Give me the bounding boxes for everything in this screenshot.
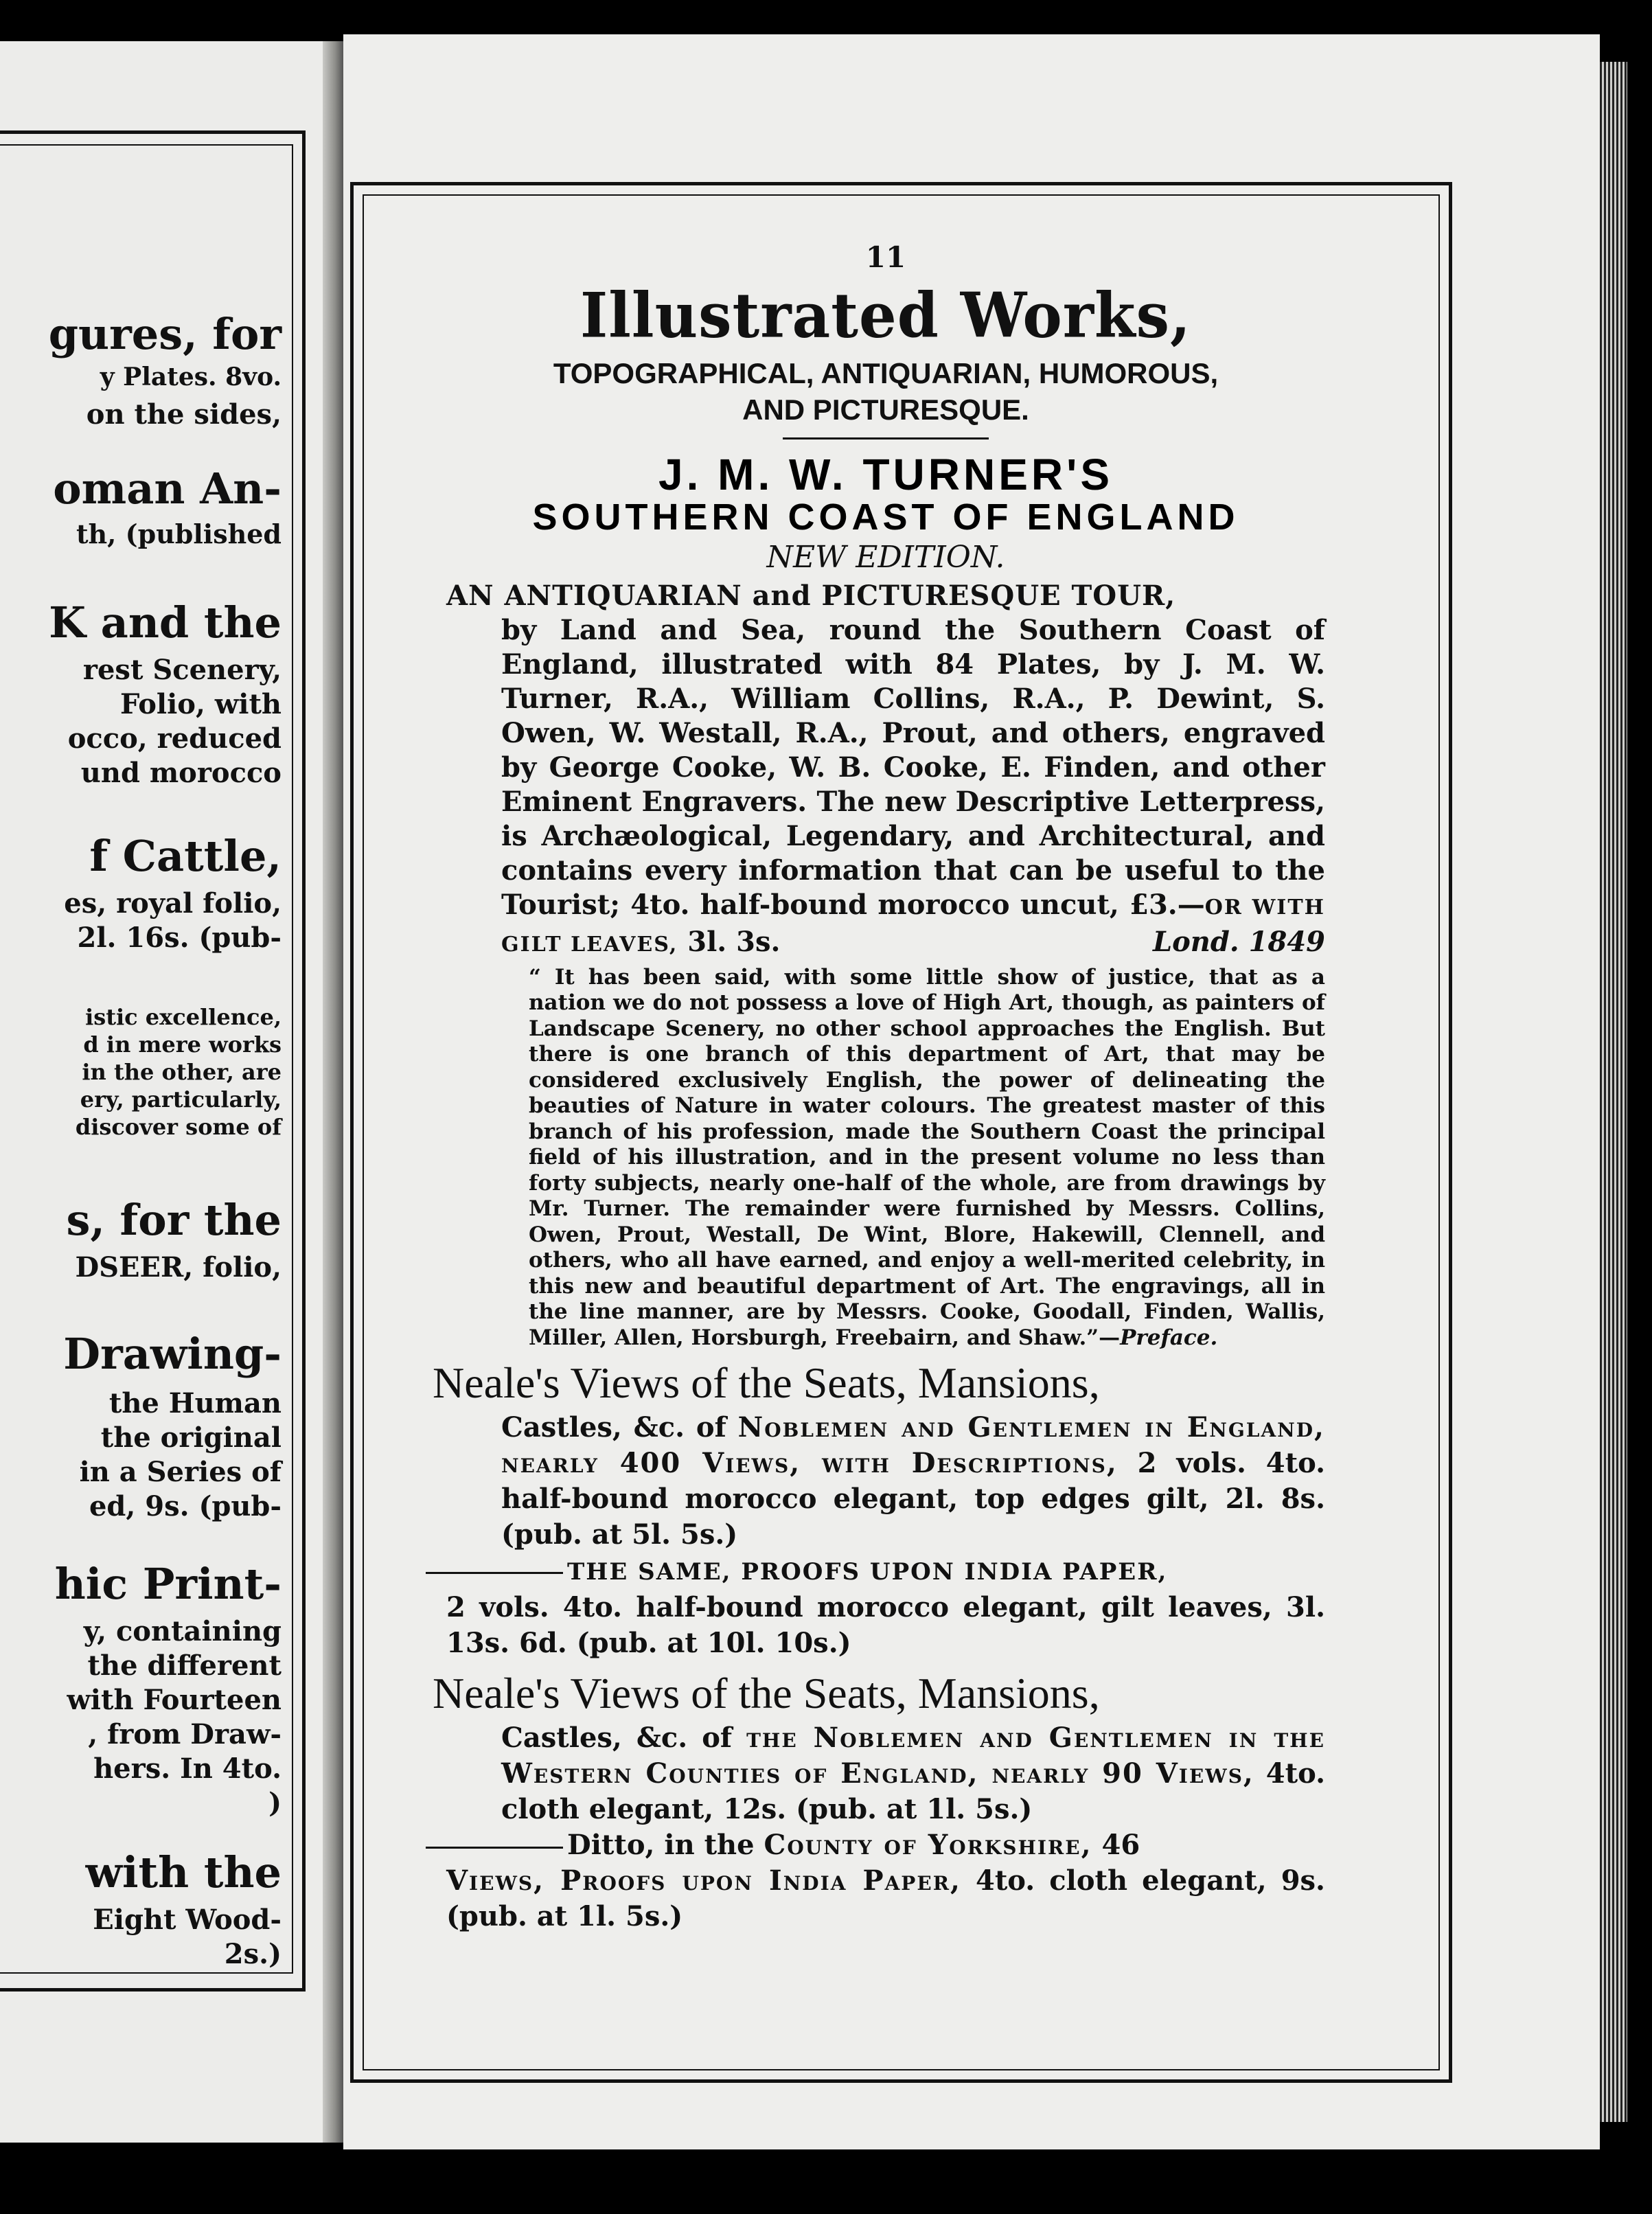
same-proofs-label: THE SAME, PROOFS UPON INDIA PAPER,	[567, 1558, 1168, 1586]
turner-body: by Land and Sea, round the Southern Coast of England, illustrated with 84 Plates, by J. M. W. Turner, R.A., William Collins, R.A., P. Dewint, S. Owen, W. Westall, R.A., Prout, and others, engraved by George Cooke, W. B. Cooke, E. Finden, and other Eminent Engravers. The new Descriptive Letterpress, is Archæological, Legendary, and Architectural, and contains every information that can be useful to the Tourist; 4to. half-bound morocco uncut, £3.—	[501, 613, 1325, 921]
turner-subtitle: SOUTHERN COAST OF ENGLAND	[532, 497, 1239, 538]
neale-1-smallcaps: Noblemen and Gentlemen in England, nearly 400 Views, with Descriptions,	[501, 1411, 1325, 1480]
edition-label: NEW EDITION.	[766, 539, 1005, 575]
turner-description	[501, 613, 1325, 962]
neale-heading-2: Neale's Views of the Seats, Mansions,	[433, 1669, 1100, 1718]
left-line: f Cattle,	[89, 831, 282, 881]
book-gutter	[323, 41, 343, 2143]
left-line: istic excellence,	[85, 1004, 282, 1030]
section-subtitle-line-1: TOPOGRAPHICAL, ANTIQUARIAN, HUMOROUS,	[553, 357, 1219, 389]
left-line: the original	[100, 1422, 282, 1454]
same-proofs-text: 2 vols. 4to. half-bound morocco elegant, gilt leaves, 3l. 13s. 6d. (pub. at 10l. 10s.)	[446, 1591, 1325, 1660]
left-line: DSEER, folio,	[75, 1251, 282, 1283]
ditto-rule	[426, 1847, 563, 1849]
left-line: gures, for	[48, 309, 282, 359]
ditto-county: County of Yorkshire,	[764, 1829, 1092, 1862]
neale-same-entry	[426, 1553, 1325, 1661]
ditto-continuation	[446, 1863, 1325, 1935]
left-line: rest Scenery,	[82, 654, 282, 686]
left-line: 2l. 16s. (pub-	[77, 922, 282, 954]
neale-entry-1	[501, 1410, 1325, 1553]
ditto-proofs: Views, Proofs upon India Paper,	[446, 1864, 961, 1897]
turner-entry	[446, 579, 1325, 962]
left-line: y Plates. 8vo.	[100, 363, 282, 391]
quote-source: Preface.	[1120, 1325, 1218, 1350]
left-line: K and the	[49, 597, 282, 648]
turner-lead: AN ANTIQUARIAN and PICTURESQUE TOUR,	[446, 579, 1176, 612]
left-line: the different	[87, 1650, 282, 1682]
left-line: in the other, are	[82, 1059, 282, 1085]
left-line: es, royal folio,	[64, 887, 282, 920]
neale-2-text-b: 4to. cloth elegant, 12s. (pub. at 1l. 5s.)	[501, 1757, 1325, 1826]
section-title: Illustrated Works,	[580, 279, 1191, 352]
left-line: the Human	[108, 1387, 282, 1419]
left-line: ery, particularly,	[80, 1086, 282, 1112]
left-line: y, containing	[83, 1615, 282, 1647]
neale-ditto-entry	[426, 1827, 1325, 1935]
quote-text: “ It has been said, with some little show of justice, that as a nation we do not possess a love of High Art, though, as painters of Landscape Scenery, no other school approaches the English. But there is one branch of this department of Art, that may be considered exclusively English, the power of delineating the beauties of Nature in water colours. The greatest master of this branch of his profession, made the Southern Coast the principal field of his illustration, and in the present volume no less than forty subjects, nearly one-half of the whole, are from drawings by Mr. Turner. The remainder were furnished by Messrs. Collins, Owen, Prout, Westall, De Wint, Blore, Hakewill, Clennell, and others, who all have earned, and enjoy a well-merited celebrity, in this new and beautiful department of Art. The engravings, all in the line manner, are by Messrs. Cooke, Goodall, Finden, Wallis, Miller, Allen, Horsburgh, Freebairn, and Shaw.”—	[529, 964, 1325, 1350]
turner-title: J. M. W. TURNER'S	[658, 450, 1114, 499]
ditto-rule	[426, 1572, 563, 1574]
neale-1-text-a: Castles, &c. of	[501, 1411, 726, 1444]
neale-entry-2	[501, 1720, 1325, 1827]
page-content	[433, 240, 1325, 1935]
neale-1-text-b: 2 vols. 4to. half-bound morocco elegant, top edges gilt, 2l. 8s. (pub. at 5l. 5s.)	[501, 1447, 1325, 1551]
left-line: hers. In 4to.	[93, 1753, 282, 1785]
page-number: 11	[865, 240, 906, 274]
neale-2-text-a: Castles, &c. of	[501, 1722, 733, 1755]
section-rule	[783, 437, 989, 440]
section-subtitle-line-2: AND PICTURESQUE.	[742, 393, 1029, 426]
left-line: with the	[85, 1847, 282, 1897]
left-line: und morocco	[80, 757, 282, 789]
left-line: s, for the	[66, 1195, 282, 1245]
left-line: )	[268, 1787, 282, 1819]
review-quote	[529, 965, 1325, 1351]
ditto-price: 4to. cloth elegant, 9s. (pub. at 1l. 5s.)	[446, 1864, 1325, 1933]
page-edges	[1600, 62, 1627, 2122]
left-line: 2s.)	[224, 1938, 282, 1970]
gilt-price: 3l. 3s.	[687, 925, 781, 958]
neale-heading-1: Neale's Views of the Seats, Mansions,	[433, 1358, 1100, 1408]
left-line: Folio, with	[120, 688, 282, 720]
left-line: hic Print-	[54, 1559, 282, 1609]
left-line: Eight Wood-	[93, 1904, 282, 1936]
left-line: with Fourteen	[67, 1684, 282, 1716]
left-line: , from Draw-	[88, 1718, 282, 1750]
neale-2-smallcaps: the Noblemen and Gentlemen in the Western Counties of England, nearly 90 Views,	[501, 1722, 1325, 1790]
ditto-count: 46	[1101, 1829, 1140, 1862]
left-line: oman An-	[53, 464, 282, 514]
left-line: in a Series of	[79, 1456, 282, 1488]
left-line: discover some of	[75, 1114, 282, 1140]
left-line: ed, 9s. (pub-	[89, 1490, 282, 1522]
left-line: occo, reduced	[67, 722, 282, 755]
left-line: Drawing-	[63, 1329, 282, 1379]
left-line: on the sides,	[86, 398, 282, 431]
gilt-leaves-label: OR WITH GILT LEAVES,	[501, 895, 1325, 957]
left-line: th, (published	[76, 518, 282, 549]
left-line: d in mere works	[83, 1031, 282, 1058]
ditto-text-a: Ditto, in the	[567, 1829, 755, 1862]
imprint: Lond. 1849	[1152, 925, 1325, 958]
